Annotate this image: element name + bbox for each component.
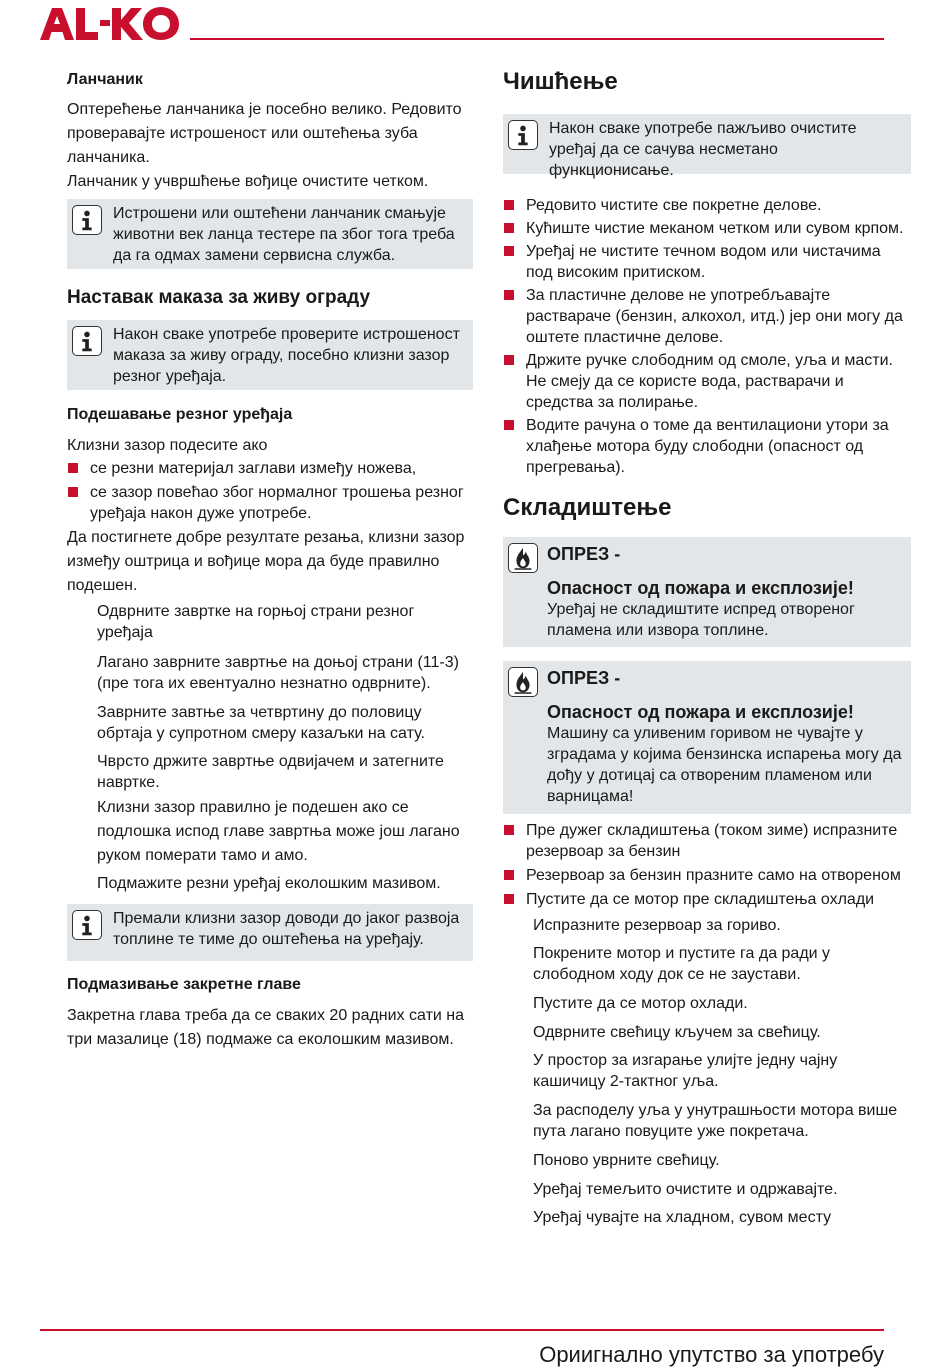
warning-label: ОПРЕЗ -	[547, 544, 621, 564]
storage-step: Покрените мотор и пустите га да ради у слободном ходу док се не заустави.	[533, 945, 831, 983]
storage-step: Поново уврните свећицу.	[533, 1152, 720, 1169]
warning-subtitle: Опасност од пожара и експлозије!	[547, 578, 854, 598]
adjust-step: Заврните завтње за четвртину до половицу обртаја у супротном смеру казаљки на сату.	[97, 704, 425, 742]
storage-bullet-list	[503, 820, 911, 910]
storage-step: За расподелу уља у унутрашњости мотора више пута лагано повуците уже покретача.	[533, 1102, 898, 1140]
warning-label: ОПРЕЗ -	[547, 668, 621, 688]
adjust-bullet-list	[67, 458, 473, 524]
info-icon	[72, 205, 102, 235]
list-item: За пластичне делове не употребљавајте раствараче (бензин, алкохол, итд.) јер они могу да оштете пластичне делове.	[503, 285, 911, 348]
storage-heading: Складиштење	[503, 494, 672, 521]
hedge-info-note	[67, 320, 473, 390]
sprocket-paragraph: Оптерећење ланчаника је посебно велико. Редовито проверавајте истрошеност или оштећења зуба ланчаника.	[67, 101, 462, 166]
header-rule	[190, 38, 884, 40]
lube-paragraph: Закретна глава треба да се сваких 20 радних сати на три мазалице (18) подмаже са еколошким мазивом.	[67, 1007, 465, 1048]
adjust-intro: Клизни зазор подесите ако	[67, 437, 268, 454]
list-item: Пустите да се мотор пре складиштења охлади	[503, 889, 911, 910]
adjust-step-note: Клизни зазор правилно је подешен ако се подлошка испод главе завртња може још лагано руком померати тамо и амо.	[97, 799, 460, 864]
adjust-step: Лагано заврните завртње на доњој страни (11-3) (пре тога их евентуално незнатно одврните).	[97, 654, 459, 692]
sprocket-info-note	[67, 199, 473, 269]
info-note-text: Истрошени или оштећени ланчаник смањује животни век ланца тестере па због тога треба да га одмах замени сервисна служба.	[113, 205, 455, 264]
list-item: Уређај не чистите течном водом или чистачима под високим притиском.	[503, 241, 911, 283]
warning-text: Уређај не складиштите испред отвореног пламена или извора топлине.	[547, 601, 855, 639]
sprocket-heading: Ланчаник	[67, 71, 143, 88]
warning-subtitle: Опасност од пожара и експлозије!	[547, 702, 854, 722]
adjust-info-note	[67, 904, 473, 961]
footer-rule	[40, 1329, 884, 1331]
hedge-heading: Наставак маказа за живу ограду	[67, 287, 371, 308]
list-item: се резни материјал заглави између ножева,	[67, 458, 473, 479]
list-item: Кућиште чистие меканом четком или сувом крпом.	[503, 218, 911, 239]
cleaning-heading: Чишћење	[503, 68, 618, 95]
storage-step: Пустите да се мотор охлади.	[533, 995, 748, 1012]
footer-title: Ориигнално упутство за употребу	[539, 1342, 884, 1367]
storage-step: Уређај темељито очистите и одржавајте.	[533, 1181, 838, 1198]
adjust-step: Подмажите резни уређај еколошким мазивом.	[97, 875, 441, 892]
storage-step: Уређај чувајте на хладном, сувом месту	[533, 1209, 832, 1226]
adjust-heading: Подешавање резног уређаја	[67, 406, 293, 423]
info-icon	[72, 910, 102, 940]
storage-step: У простор за изгарање улијте једну чајну кашичицу 2-тактног уља.	[533, 1052, 838, 1090]
cleaning-info-note	[503, 114, 911, 179]
list-item: Пре дужег складиштења (током зиме) испразните резервоар за бензин	[503, 820, 911, 862]
alko-logo	[40, 6, 180, 40]
list-item: Редовито чистите све покретне делове.	[503, 195, 911, 216]
list-item: се зазор повећао због нормалног трошења резног уређаја након дуже употребе.	[67, 482, 473, 524]
warning-text: Машину са уливеним горивом не чувајте у зградама у којима бензинска испарења могу да дођу у дотицај са отвореним пламеном или варницама!	[547, 725, 902, 805]
info-icon	[72, 326, 102, 356]
cleaning-bullet-list	[503, 195, 911, 478]
storage-step: Одврните свећицу кључем за свећицу.	[533, 1024, 821, 1041]
list-item: Резервоар за бензин празните само на отвореном	[503, 865, 911, 886]
lube-heading: Подмазивање закретне главе	[67, 976, 301, 993]
list-item: Водите рачуна о томе да вентилациони утори за хлађење мотора буду слободни (опасност од прегревања).	[503, 415, 911, 478]
fire-warning-icon	[508, 543, 538, 573]
fire-warning-box	[503, 661, 911, 814]
sprocket-cleaning-text: Ланчаник у учвршћење вођице очистите четком.	[67, 173, 429, 190]
adjust-step: Одврните завртке на горњој страни резног уређаја	[97, 603, 415, 641]
info-note-text: Након сваке употребе проверите истрошеност маказа за живу ограду, посебно клизни зазор резног уређаја.	[113, 326, 460, 385]
storage-step: Испразните резервоар за гориво.	[533, 917, 781, 934]
list-item: Држите ручке слободним од смоле, уља и масти. Не смеју да се користе вода, растварачи и средства за полирање.	[503, 350, 911, 413]
info-icon	[508, 120, 538, 150]
adjust-step: Чврсто држите завртње одвијачем и затегните навртке.	[97, 753, 444, 791]
adjust-paragraph: Да постигнете добре резултате резања, клизни зазор између оштрица и вођице мора да буде правилно подешен.	[67, 529, 465, 594]
info-note-text: Премали клизни зазор доводи до јаког развоја топлине те тиме до оштећења на уређају.	[113, 910, 460, 948]
info-note-text: Након сваке употребе пажљиво очистите уређај да се сачува несметано функционисање.	[549, 120, 857, 179]
fire-warning-box	[503, 537, 911, 647]
fire-warning-icon	[508, 667, 538, 697]
